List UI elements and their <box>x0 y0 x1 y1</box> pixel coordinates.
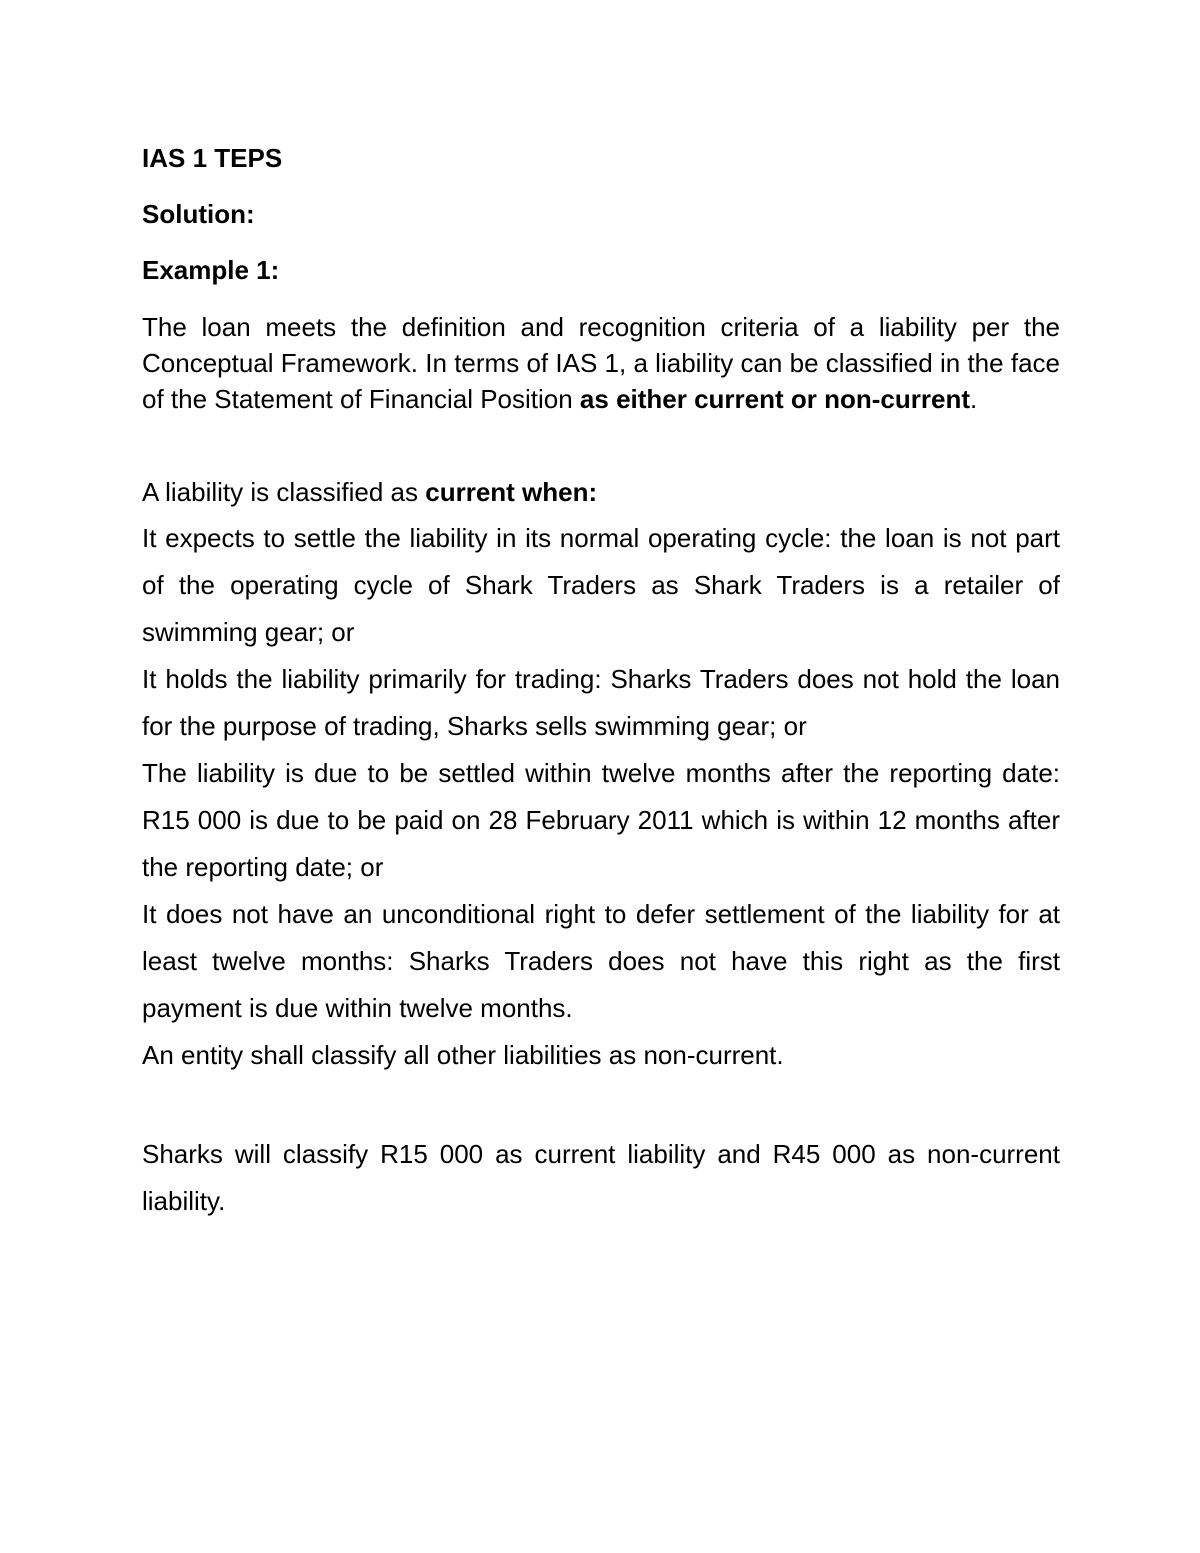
current-intro-text: A liability is classified as <box>142 477 426 507</box>
criterion-item: The liability is due to be settled within twelve months after the reporting date: R15 000 is due to be paid on 28 February 2011 which is within 12 months after the reporting date; or <box>142 758 1060 882</box>
intro-text-end: . <box>970 384 978 414</box>
example-label: Example 1: <box>142 255 280 285</box>
criteria-list <box>142 515 1060 1079</box>
intro-bold-phrase: as either current or non-current <box>579 384 970 414</box>
current-intro <box>142 474 1060 510</box>
criterion-item: An entity shall classify all other liabilities as non-current. <box>142 1040 784 1070</box>
conclusion-paragraph: Sharks will classify R15 000 as current liability and R45 000 as non-current liability. <box>142 1139 1060 1216</box>
criterion-item: It holds the liability primarily for trading: Sharks Traders does not hold the loan for the purpose of trading, Sharks sells swimming gear; or <box>142 664 1060 741</box>
criterion-item: It does not have an unconditional right to defer settlement of the liability for at least twelve months: Sharks Traders does not have this right as the first payment is due within twelve months. <box>142 899 1060 1023</box>
criterion-item: It expects to settle the liability in its normal operating cycle: the loan is not part of the operating cycle of Shark Traders as Shark Traders is a retailer of swimming gear; or <box>142 523 1060 647</box>
intro-text: The loan meets the definition and recognition criteria of a liability per the Conceptual Framework. In terms of IAS 1, a liability can be classified in the face of the Statement of Financial Position <box>142 312 1060 414</box>
document-title: IAS 1 TEPS <box>142 143 283 173</box>
intro-paragraph <box>142 309 1060 417</box>
solution-label: Solution: <box>142 199 255 229</box>
current-intro-bold: current when: <box>425 477 598 507</box>
